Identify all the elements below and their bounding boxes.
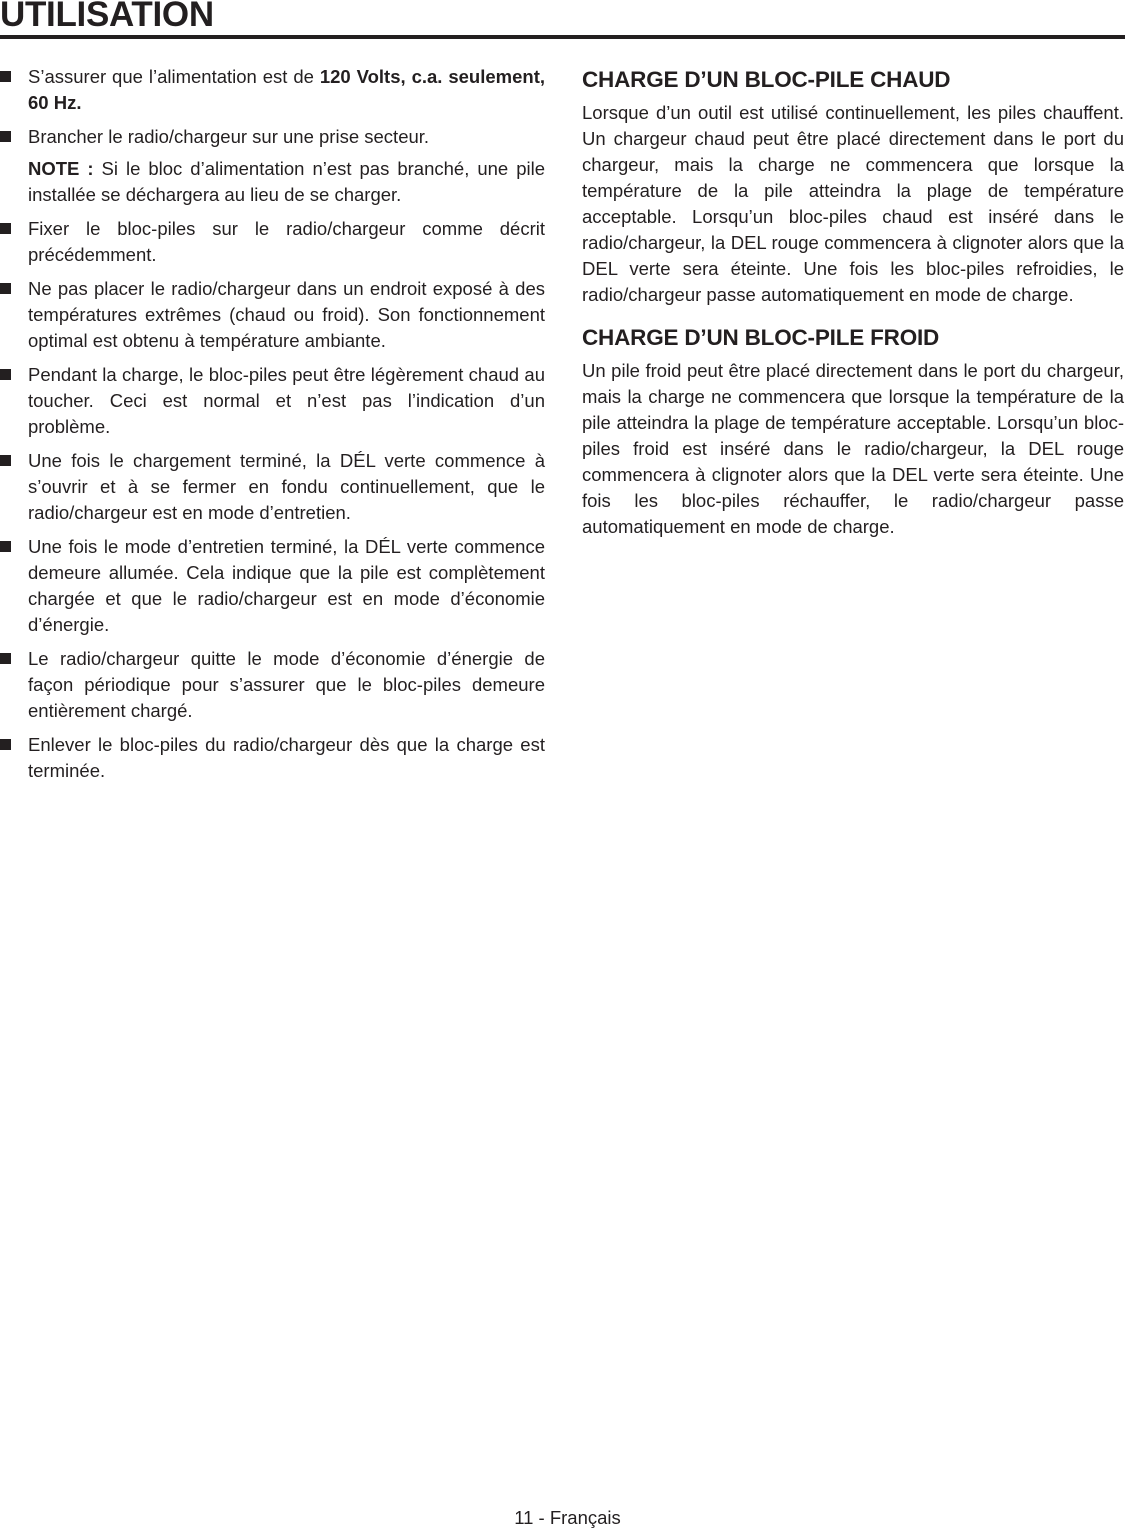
list-item [0, 216, 545, 268]
page-title: UTILISATION [0, 0, 214, 34]
left-column [0, 64, 545, 792]
item-text: S’assurer que l’alimentation est de [28, 66, 320, 87]
square-bullet-icon [0, 131, 11, 142]
list-item [0, 448, 545, 526]
list-item [0, 732, 545, 784]
square-bullet-icon [0, 369, 11, 380]
section-heading: CHARGE D’UN BLOC-PILE FROID [582, 325, 940, 350]
hot-battery-section [582, 64, 1124, 308]
square-bullet-icon [0, 455, 11, 466]
list-item [0, 362, 545, 440]
cold-battery-section [582, 322, 1124, 540]
list-item [0, 64, 545, 116]
note-label: NOTE : [28, 158, 94, 179]
list-item [0, 646, 545, 724]
item-text: Une fois le mode d’entretien terminé, la DÉL verte commence demeure allumée. Cela indique que la pile est complètement chargée et que le radio/chargeur est en mode d’économie d’énergie. [28, 536, 545, 635]
square-bullet-icon [0, 541, 11, 552]
item-text: Une fois le chargement terminé, la DÉL verte commence à s’ouvrir et à se fermer en fondu continuellement, que le radio/chargeur est en mode d’entretien. [28, 450, 545, 523]
square-bullet-icon [0, 223, 11, 234]
page-header [0, 0, 1125, 40]
item-text: Enlever le bloc-piles du radio/chargeur dès que la charge est terminée. [28, 734, 545, 781]
voltage-spec: 120 Volts, c.a. seulement, 60 Hz. [28, 66, 545, 113]
item-text: Ne pas placer le radio/chargeur dans un endroit exposé à des températures extrêmes (chaud ou froid). Son fonctionnement optimal est obtenu à température ambiante. [28, 278, 545, 351]
item-text: Brancher le radio/chargeur sur une prise secteur. [28, 126, 430, 147]
section-body: Lorsque d’un outil est utilisé continuellement, les piles chauffent. Un chargeur chaud peut être placé directement dans le port du chargeur, mais la charge ne commencera que lorsque la température de la pile atteindra la plage de température acceptable. Lorsqu’un bloc-piles chaud est inséré dans le radio/chargeur, la DEL rouge commencera à clignoter alors que la DEL verte sera éteinte. Une fois les bloc-piles refroidies, le radio/chargeur passe automatiquement en mode de charge. [582, 102, 1124, 305]
square-bullet-icon [0, 71, 11, 82]
item-text: Pendant la charge, le bloc-piles peut être légèrement chaud au toucher. Ceci est normal et n’est pas l’indication d’un problème. [28, 364, 545, 437]
header-rule [0, 35, 1125, 39]
list-item [0, 534, 545, 638]
section-heading: CHARGE D’UN BLOC-PILE CHAUD [582, 67, 951, 92]
page-number: 11 - Français [514, 1507, 621, 1528]
square-bullet-icon [0, 739, 11, 750]
list-item [0, 124, 545, 208]
instruction-list [0, 64, 545, 784]
item-text: Le radio/chargeur quitte le mode d’économie d’énergie de façon périodique pour s’assurer que le bloc-piles demeure entièrement chargé. [28, 648, 545, 721]
item-text: Fixer le bloc-piles sur le radio/chargeur comme décrit précédemment. [28, 218, 545, 265]
square-bullet-icon [0, 283, 11, 294]
note-text: Si le bloc d’alimentation n’est pas branché, une pile installée se déchargera au lieu de se charger. [28, 158, 545, 205]
square-bullet-icon [0, 653, 11, 664]
note [28, 156, 545, 208]
section-body: Un pile froid peut être placé directement dans le port du chargeur, mais la charge ne commencera que lorsque la température de la pile atteindra la plage de température acceptable. Lorsqu’un bloc-piles froid est inséré dans le radio/chargeur, la DEL rouge commencera à clignoter alors que la DEL verte sera éteinte. Une fois les bloc-piles réchauffer, le radio/chargeur passe automatiquement en mode de charge. [582, 360, 1124, 537]
right-column [582, 64, 1124, 554]
list-item [0, 276, 545, 354]
